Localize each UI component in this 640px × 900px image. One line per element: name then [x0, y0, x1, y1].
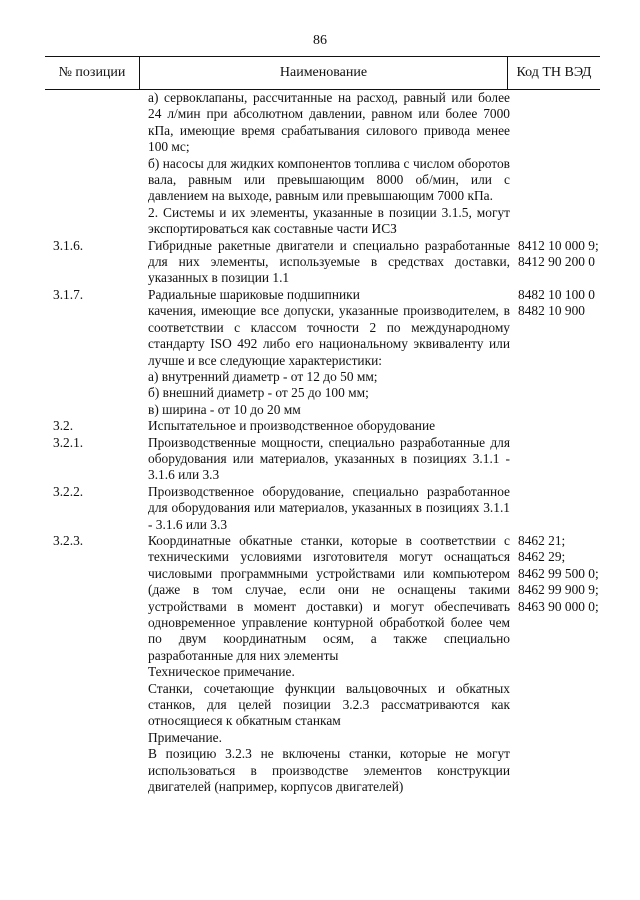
- name-paragraph: Примечание.: [148, 729, 222, 745]
- table-row: [45, 418, 600, 434]
- name-paragraph: 2. Системы и их элементы, указанные в позиции 3.1.5, могут экспортироваться как составные части ИСЗ: [148, 204, 510, 237]
- code-value: 8462 21;: [518, 532, 566, 548]
- name-paragraph: Гибридные ракетные двигатели и специально разработанные для них элементы, используемые в средствах доставки, указанных в позиции 1.1: [148, 237, 510, 286]
- name-cell: [109, 418, 510, 434]
- name-paragraph: В позицию 3.2.3 не включены станки, которые не могут использоваться в производстве элементов конструкции двигателей (например, корпусов двигателей): [148, 746, 510, 795]
- code-cell: [510, 287, 608, 418]
- column-header-position: № позиции: [45, 57, 140, 89]
- position-cell: 3.1.7.: [53, 286, 84, 302]
- name-cell: [109, 533, 510, 796]
- name-paragraph: а) внутренний диаметр - от 12 до 50 мм;: [148, 368, 378, 384]
- column-header-code: Код ТН ВЭД: [516, 65, 592, 80]
- table-row: [45, 533, 600, 796]
- name-paragraph: Производственные мощности, специально разработанные для оборудования или материалов, указанных в позициях 3.1.1 - 3.1.6 или 3.3: [148, 434, 510, 483]
- code-value: 8412 10 000 9;: [518, 237, 599, 253]
- table-row: [45, 435, 600, 484]
- position-cell: 3.2.3.: [53, 532, 84, 548]
- position-cell: 3.1.6.: [53, 237, 84, 253]
- code-value: 8463 90 000 0;: [518, 598, 599, 614]
- code-value: 8482 10 100 0: [518, 286, 595, 302]
- name-cell: [109, 90, 510, 238]
- code-cell: [510, 435, 608, 484]
- name-paragraph: Координатные обкатные станки, которые в соответствии с техническими условиями изготовителя могут оснащаться числовыми программными устройствами или компьютером (даже в том случае, если они не оснащены такими устройствами в момент доставки) и могут обеспечивать одновременное управление контурной обработкой более чем по двум координатным осям, а также специально разработанные для них элементы: [148, 532, 510, 663]
- name-paragraph: в) ширина - от 10 до 20 мм: [148, 401, 301, 417]
- code-cell: [510, 484, 608, 533]
- table-row: [45, 287, 600, 418]
- code-cell: [510, 418, 608, 434]
- code-value: 8462 29;: [518, 549, 566, 565]
- name-paragraph: Испытательное и производственное оборудование: [148, 418, 436, 434]
- code-value: 8412 90 200 0: [518, 254, 595, 270]
- position-cell: 3.2.1.: [53, 434, 84, 450]
- table-header: [45, 56, 600, 90]
- name-paragraph: б) насосы для жидких компонентов топлива с числом оборотов вала, равным или превышающим 8000 об/мин, или с давлением на выходе, равным или превышающим 7000 кПа.: [148, 155, 510, 204]
- name-paragraph: Радиальные шариковые подшипники: [148, 286, 360, 302]
- name-paragraph: Техническое примечание.: [148, 664, 295, 680]
- position-cell: 3.2.: [53, 418, 74, 434]
- page-number: 86: [313, 33, 327, 48]
- column-header-name: Наименование: [140, 57, 508, 89]
- table-row: [45, 238, 600, 287]
- name-cell: [109, 435, 510, 484]
- position-cell: 3.2.2.: [53, 483, 84, 499]
- table-body: [45, 90, 600, 795]
- code-value: 8482 10 900: [518, 303, 585, 319]
- name-cell: [109, 484, 510, 533]
- name-paragraph: а) сервоклапаны, рассчитанные на расход, равный или более 24 л/мин при абсолютном давлении, равном или более 7000 кПа, имеющие время срабатывания силового привода менее 100 мс;: [148, 90, 510, 155]
- name-paragraph: Станки, сочетающие функции вальцовочных и обкатных станков, для целей позиции 3.2.3 рассматриваются как относящиеся к обкатным станкам: [148, 680, 510, 729]
- code-value: 8462 99 500 0;: [518, 565, 599, 581]
- name-cell: [109, 287, 510, 418]
- name-paragraph: качения, имеющие все допуски, указанные производителем, в соответствии с классом точности 2 по международному стандарту ISO 492 либо его национальному эквиваленту или лучше и все следующие характеристики:: [148, 303, 510, 368]
- code-value: 8462 99 900 9;: [518, 582, 599, 598]
- name-paragraph: б) внешний диаметр - от 25 до 100 мм;: [148, 385, 369, 401]
- code-cell: [510, 90, 608, 238]
- position-cell: [45, 90, 109, 238]
- name-cell: [109, 238, 510, 287]
- table-row: [45, 484, 600, 533]
- code-cell: [510, 533, 608, 796]
- table-row: [45, 90, 600, 238]
- name-paragraph: Производственное оборудование, специально разработанное для оборудования или материалов, указанных в позициях 3.1.1 - 3.1.6 или 3.3: [148, 483, 510, 532]
- code-cell: [510, 238, 608, 287]
